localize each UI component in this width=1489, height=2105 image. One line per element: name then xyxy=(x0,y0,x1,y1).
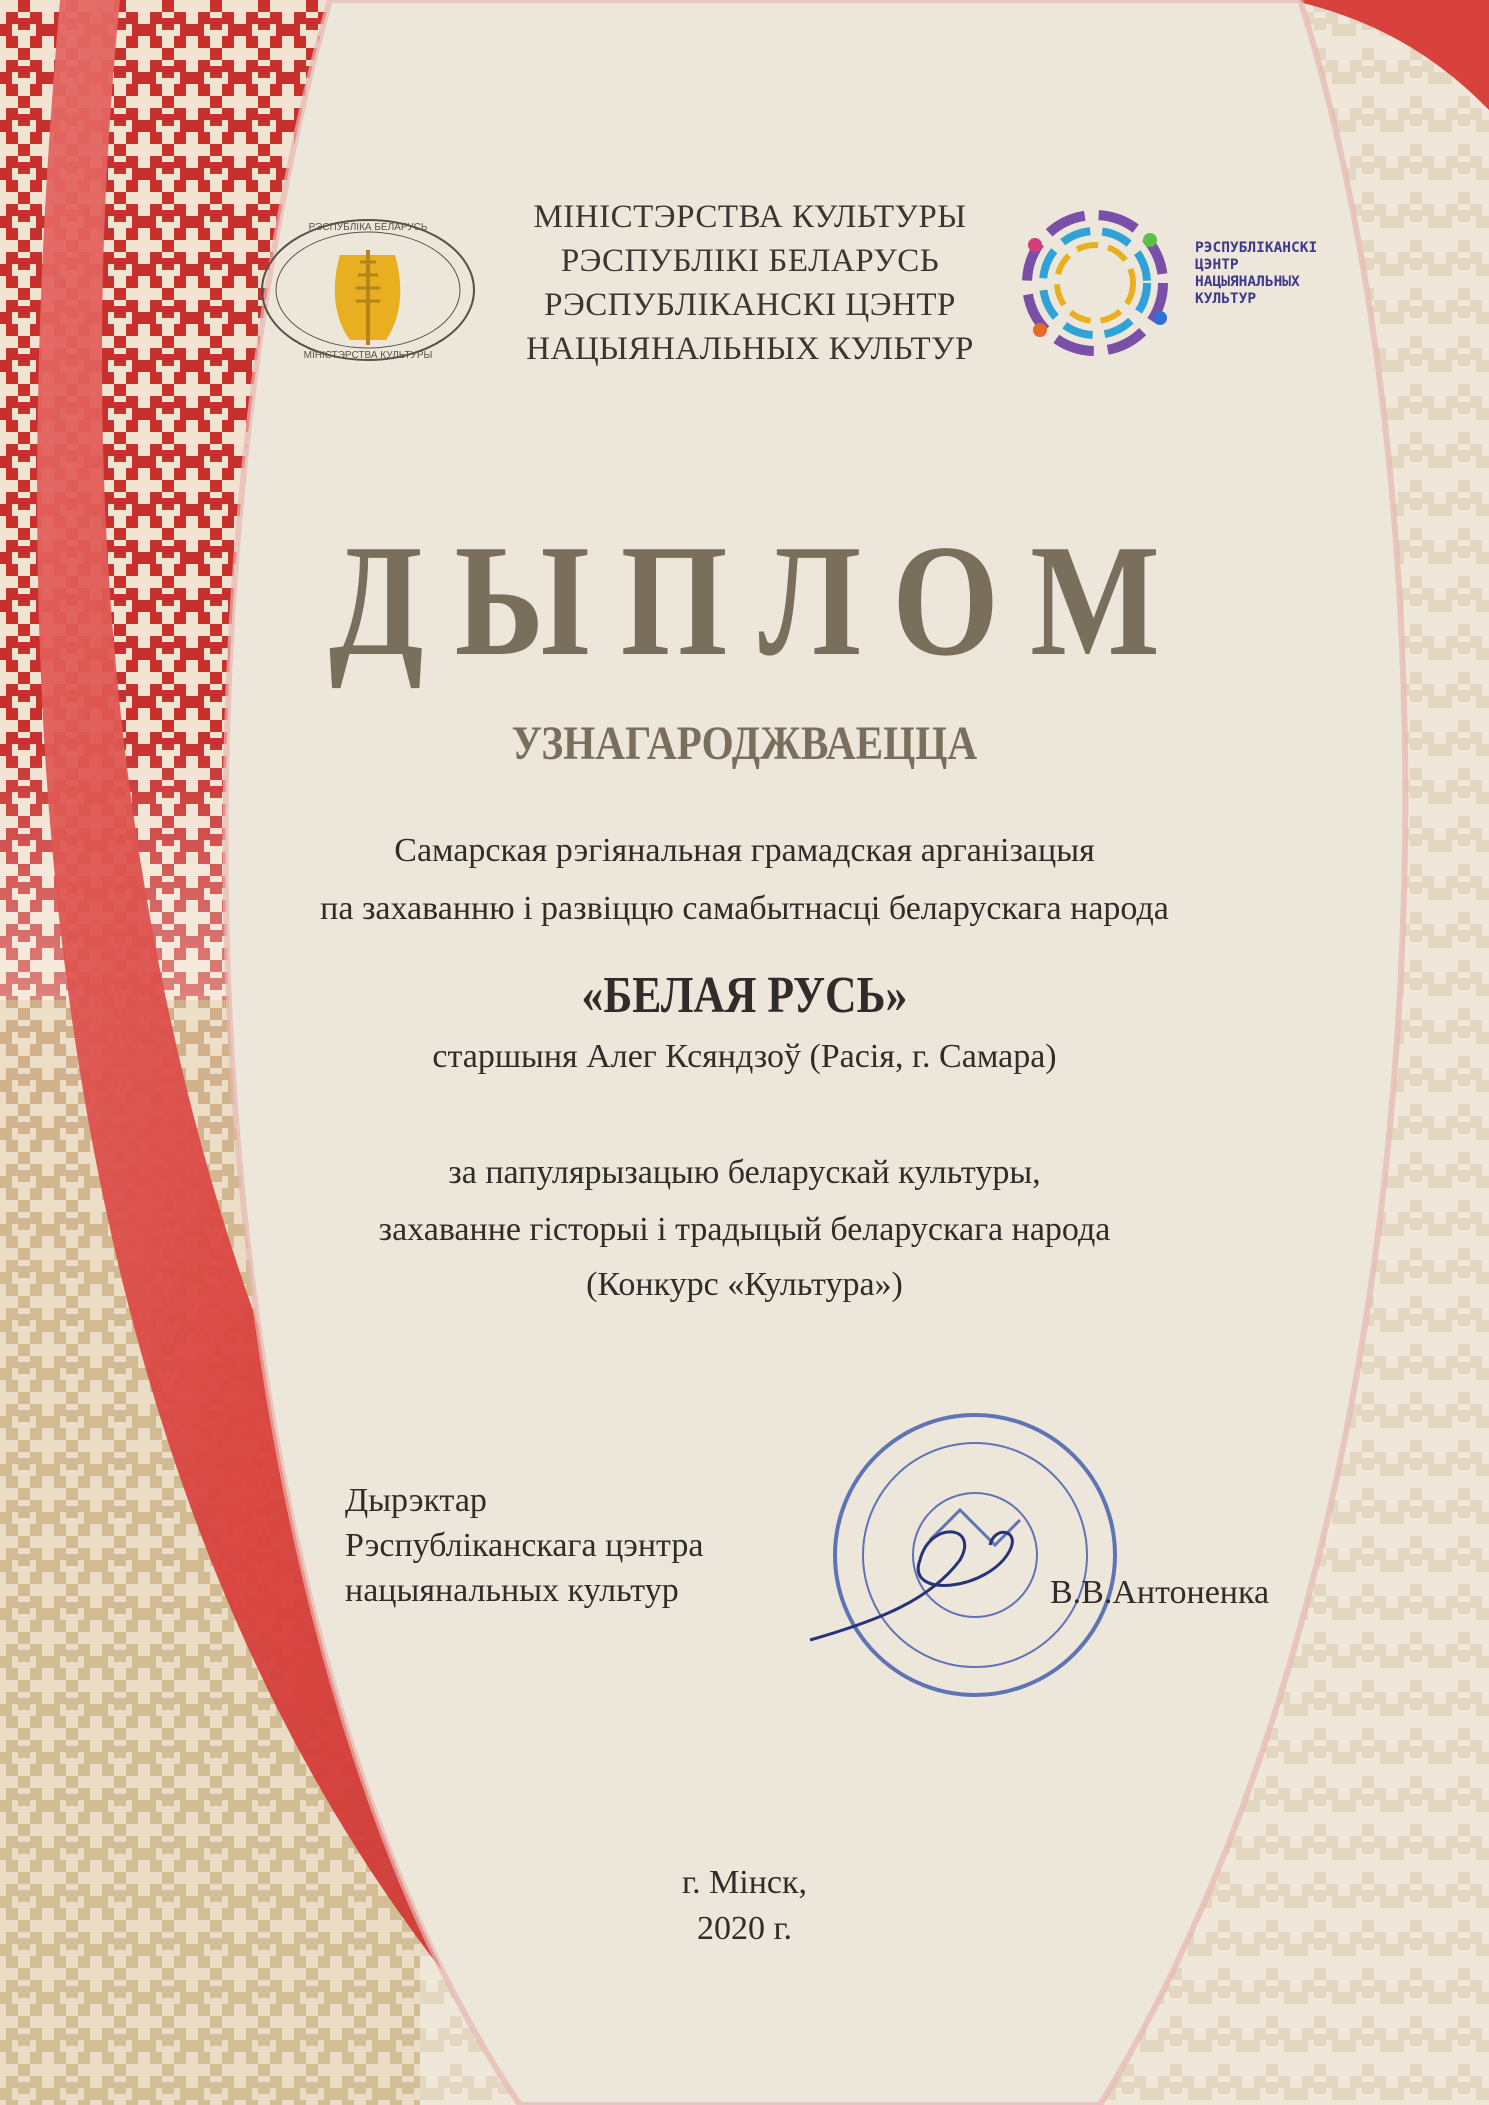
chairman-line: старшыня Алег Ксяндзоў (Расія, г. Самара) xyxy=(432,1038,1057,1075)
org-line-2: па захаванню і развіццю самабытнасці беларускага народа xyxy=(320,890,1169,927)
signatory-title-2: Рэспубліканскага цэнтра xyxy=(345,1527,704,1564)
org-name: «БЕЛАЯ РУСЬ» xyxy=(581,967,908,1024)
reason-line-1: за папулярызацыю беларускай культуры, xyxy=(448,1154,1041,1191)
svg-text:РЭСПУБЛІКА БЕЛАРУСЬ: РЭСПУБЛІКА БЕЛАРУСЬ xyxy=(308,222,428,233)
rcnc-logo-text-1: РЭСПУБЛІКАНСКІ xyxy=(1195,240,1318,256)
svg-text:МІНІСТЭРСТВА КУЛЬТУРЫ: МІНІСТЭРСТВА КУЛЬТУРЫ xyxy=(303,350,433,361)
center-line-2: НАЦЫЯНАЛЬНЫХ КУЛЬТУР xyxy=(526,331,974,367)
rcnc-logo-text-2: ЦЭНТР xyxy=(1195,257,1239,273)
signatory-title-1: Дырэктар xyxy=(345,1482,487,1519)
issuer-header xyxy=(480,195,1020,371)
signatory-title-3: нацыянальных культур xyxy=(345,1572,679,1609)
rcnc-logo-text-3: НАЦЫЯНАЛЬНЫХ xyxy=(1195,274,1300,290)
awarded-heading: УЗНАГАРОДЖВАЕЦЦА xyxy=(511,717,978,770)
org-line-1: Самарская рэгіянальная грамадская арганізацыя xyxy=(394,832,1095,869)
rcnc-logo-text xyxy=(1195,240,1395,308)
ministry-line-2: РЭСПУБЛІКІ БЕЛАРУСЬ xyxy=(560,243,940,279)
diploma-title: ДЫПЛОМ xyxy=(328,511,1191,689)
signatory-name: В.В.Антоненка xyxy=(1050,1574,1270,1611)
ministry-line-1: МІНІСТЭРСТВА КУЛЬТУРЫ xyxy=(533,199,967,235)
place-and-date xyxy=(0,1860,1489,1952)
signatory-title xyxy=(345,1478,845,1613)
place-city: г. Мінск, xyxy=(681,1864,808,1901)
place-year: 2020 г. xyxy=(696,1910,793,1947)
center-line-1: РЭСПУБЛІКАНСКІ ЦЭНТР xyxy=(544,287,956,323)
rcnc-logo-text-4: КУЛЬТУР xyxy=(1195,291,1257,307)
reason-line-3: (Конкурс «Культура») xyxy=(586,1266,903,1303)
reason-line-2: захаванне гісторыі і традыцый беларускага народа xyxy=(378,1211,1111,1248)
